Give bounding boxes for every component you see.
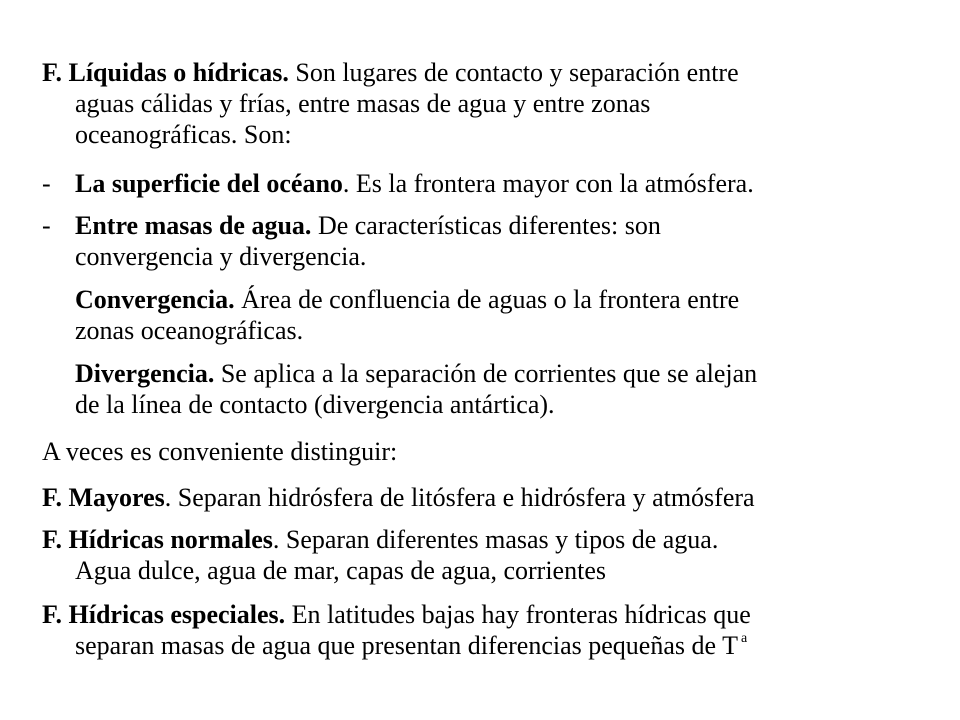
paragraph-hidricas-especiales	[42, 599, 922, 661]
bold-term: Divergencia.	[75, 359, 215, 388]
bold-term: Entre masas de agua.	[75, 211, 312, 240]
paragraph-line	[42, 57, 922, 88]
paragraph-liquidas-hidricas	[42, 57, 922, 150]
bullet-dash: -	[42, 211, 51, 240]
paragraph-text: Área de confluencia de aguas o la frontera entre	[234, 285, 740, 314]
paragraph-distinguir	[42, 436, 922, 467]
paragraph-line	[42, 482, 922, 513]
paragraph-line: Agua dulce, agua de mar, capas de agua, corrientes	[75, 556, 606, 585]
paragraph-line: aguas cálidas y frías, entre masas de agua y entre zonas	[75, 89, 651, 118]
paragraph-line: de la línea de contacto (divergencia antártica).	[75, 390, 555, 419]
paragraph-line	[42, 168, 922, 199]
paragraph-text: De características diferentes: son	[311, 211, 661, 240]
paragraph-line: A veces es conveniente distinguir:	[42, 437, 398, 466]
bullet-dash: -	[42, 169, 51, 198]
paragraph-text: . Separan diferentes masas y tipos de agua.	[272, 525, 719, 554]
bullet-entre-masas	[42, 210, 922, 272]
paragraph-line	[42, 210, 922, 241]
paragraph-text: . Es la frontera mayor con la atmósfera.	[342, 169, 754, 198]
paragraph-text: Se aplica a la separación de corrientes que se alejan	[214, 359, 758, 388]
paragraph-text: separan masas de agua que presentan diferencias pequeñas de T	[75, 631, 738, 660]
paragraph-convergencia	[42, 284, 955, 346]
paragraph-line	[75, 284, 955, 315]
bold-term: F. Hídricas normales	[42, 525, 273, 554]
bold-term: Convergencia.	[75, 285, 235, 314]
paragraph-line	[42, 599, 922, 630]
bold-term: La superficie del océano	[75, 169, 343, 198]
paragraph-text: Son lugares de contacto y separación entre	[288, 58, 739, 87]
paragraph-line	[42, 524, 922, 555]
paragraph-line: convergencia y divergencia.	[75, 242, 367, 271]
superscript: a	[740, 631, 748, 646]
bullet-superficie-oceano	[42, 168, 922, 199]
bold-term: F. Líquidas o hídricas.	[42, 58, 289, 87]
paragraph-line: oceanográficas. Son:	[75, 120, 292, 149]
paragraph-line	[42, 630, 922, 661]
bold-term: F. Hídricas especiales.	[42, 600, 286, 629]
paragraph-text: En latitudes bajas hay fronteras hídricas que	[285, 600, 751, 629]
paragraph-divergencia	[42, 358, 955, 420]
paragraph-line	[75, 358, 955, 389]
paragraph-hidricas-normales	[42, 524, 922, 586]
bold-term: F. Mayores	[42, 483, 165, 512]
paragraph-mayores	[42, 482, 922, 513]
paragraph-text: . Separan hidrósfera de litósfera e hidrósfera y atmósfera	[164, 483, 755, 512]
paragraph-line: zonas oceanográficas.	[75, 316, 304, 345]
